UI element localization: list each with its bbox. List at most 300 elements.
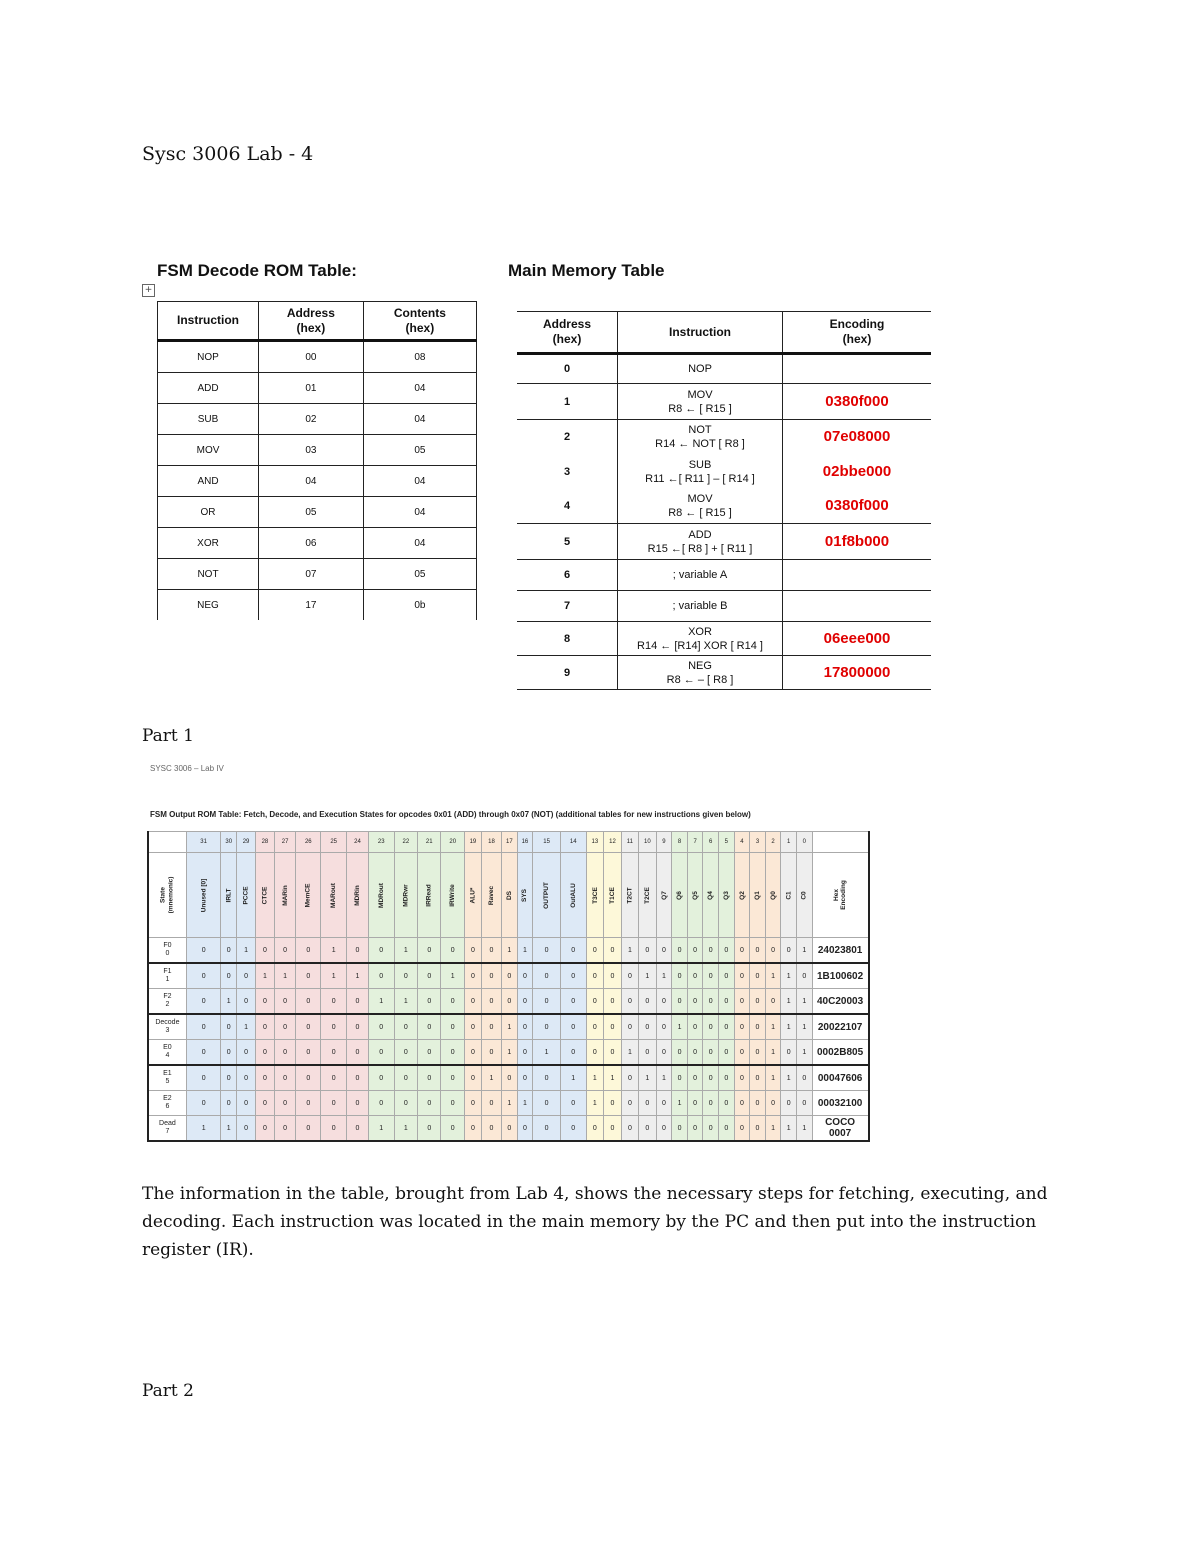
rom-cell: 17	[259, 590, 364, 621]
fsm-bit-cell: 1	[656, 1065, 672, 1091]
fsm-bit-cell: 0	[441, 1040, 465, 1066]
fsm-signal-name: ALU*	[464, 853, 481, 938]
fsm-bit-cell: 0	[221, 1014, 237, 1040]
fsm-signal-name: Q7	[656, 853, 672, 938]
rom-cell: 05	[363, 559, 476, 590]
fsm-bit-cell: 0	[347, 1065, 369, 1091]
fsm-state-row	[148, 938, 869, 964]
rom-cell: 04	[259, 466, 364, 497]
fsm-bit-cell: 0	[296, 989, 321, 1015]
fsm-signal-name: T2CE	[639, 853, 657, 938]
fsm-bit-number: 27	[274, 832, 296, 853]
fsm-bit-number: 2	[765, 832, 781, 853]
memory-address-cell: 9	[517, 656, 618, 690]
fsm-bit-cell: 0	[586, 989, 604, 1015]
fsm-bit-cell: 0	[719, 989, 735, 1015]
fsm-bit-cell: 0	[347, 1014, 369, 1040]
fsm-signal-name: T3CE	[586, 853, 604, 938]
fsm-bit-cell: 0	[687, 938, 703, 964]
memory-address-cell: 2	[563, 430, 571, 443]
fsm-bit-cell: 1	[186, 1116, 221, 1142]
memory-instruction-cell: NEG R8 ← – [ R8 ]	[618, 656, 783, 690]
fsm-bit-cell: 0	[734, 938, 750, 964]
fsm-bit-cell: 0	[656, 1116, 672, 1142]
fsm-bit-cell: 0	[750, 1014, 766, 1040]
fsm-bit-number: 8	[672, 832, 688, 853]
fsm-bit-number: 0	[796, 832, 812, 853]
fsm-hex-header: Hex Encoding	[812, 853, 869, 938]
fsm-bit-cell: 0	[502, 1065, 518, 1091]
fsm-bit-cell: 0	[734, 989, 750, 1015]
rom-row	[158, 590, 477, 621]
fsm-bit-cell: 0	[481, 989, 501, 1015]
fsm-bit-cell: 0	[481, 1040, 501, 1066]
fsm-bit-cell: 0	[560, 938, 586, 964]
rom-row	[158, 528, 477, 559]
fsm-bit-cell: 1	[394, 989, 417, 1015]
fsm-bit-cell: 0	[560, 1014, 586, 1040]
fsm-bit-cell: 1	[781, 1116, 797, 1142]
memory-row	[517, 524, 931, 560]
fsm-bit-cell: 0	[186, 989, 221, 1015]
fsm-state-row	[148, 963, 869, 989]
fsm-bit-cell: 0	[750, 989, 766, 1015]
fsm-bit-cell: 0	[687, 1065, 703, 1091]
fsm-bit-cell: 1	[394, 1116, 417, 1142]
fsm-bit-cell: 0	[604, 1116, 622, 1142]
fsm-bit-cell: 1	[796, 989, 812, 1015]
rom-row	[158, 435, 477, 466]
fsm-bit-cell: 0	[687, 1116, 703, 1142]
fsm-bit-cell: 0	[734, 1040, 750, 1066]
memory-address-cell: 4	[517, 490, 618, 524]
fsm-bit-cell: 1	[765, 963, 781, 989]
fsm-bit-cell: 1	[502, 1040, 518, 1066]
fsm-signal-name: MDRin	[347, 853, 369, 938]
fsm-bit-cell: 1	[796, 938, 812, 964]
rom-cell: AND	[158, 466, 259, 497]
fsm-bit-cell: 0	[719, 1014, 735, 1040]
fsm-bit-number: 28	[256, 832, 275, 853]
fsm-bit-cell: 1	[781, 1014, 797, 1040]
fsm-state-header: State (mnemonic)	[148, 853, 186, 938]
fsm-bit-cell: 0	[734, 1091, 750, 1116]
fsm-bit-cell: 0	[296, 1116, 321, 1142]
fsm-bit-cell: 1	[621, 938, 638, 964]
fsm-bit-cell: 0	[703, 1040, 719, 1066]
fsm-bit-cell: 0	[719, 1040, 735, 1066]
fsm-bit-cell: 1	[672, 1091, 688, 1116]
fsm-bit-cell: 0	[586, 938, 604, 964]
fsm-bit-cell: 0	[765, 989, 781, 1015]
fsm-bit-number: 18	[481, 832, 501, 853]
fsm-bit-cell: 0	[464, 1091, 481, 1116]
part2-label: Part 2	[142, 1381, 194, 1401]
fsm-corner-cell	[812, 832, 869, 853]
fsm-state-cell: E0 4	[148, 1040, 186, 1066]
fsm-bit-cell: 0	[719, 963, 735, 989]
fsm-bit-cell: 0	[750, 938, 766, 964]
fsm-bit-cell: 1	[765, 1040, 781, 1066]
fsm-bit-cell: 0	[604, 1014, 622, 1040]
fsm-bit-number: 20	[441, 832, 465, 853]
fsm-bit-cell: 0	[347, 1116, 369, 1142]
fsm-bit-cell: 0	[418, 989, 441, 1015]
fsm-bit-cell: 0	[221, 1065, 237, 1091]
rom-cell: SUB	[158, 404, 259, 435]
fsm-signal-name: DS	[502, 853, 518, 938]
fsm-bit-cell: 0	[781, 938, 797, 964]
fsm-bit-number: 12	[604, 832, 622, 853]
fsm-hex-cell: 00032100	[812, 1091, 869, 1116]
memory-instruction-cell: NOP	[618, 354, 783, 384]
fsm-bit-cell: 0	[502, 963, 518, 989]
fsm-bit-cell: 0	[604, 1040, 622, 1066]
rom-cell: 02	[259, 404, 364, 435]
fsm-bit-cell: 0	[394, 963, 417, 989]
fsm-bit-cell: 0	[368, 1065, 394, 1091]
fsm-hex-cell: 40C20003	[812, 989, 869, 1015]
fsm-bit-cell: 0	[687, 989, 703, 1015]
caption-paragraph: The information in the table, brought from Lab 4, shows the necessary steps for fetching, executing, and decoding. Each instruction was located in the main memory by the PC and then put into the instruction register (IR).	[142, 1184, 1048, 1260]
fsm-bit-cell: 0	[221, 938, 237, 964]
fsm-bit-cell: 0	[517, 989, 533, 1015]
fsm-bit-cell: 0	[321, 1014, 347, 1040]
fsm-bit-cell: 0	[237, 1065, 256, 1091]
rom-cell: 04	[363, 373, 476, 404]
fsm-bit-cell: 0	[418, 1091, 441, 1116]
fsm-state-cell: F2 2	[148, 989, 186, 1015]
rom-cell: 00	[259, 341, 364, 373]
memory-encoding-cell	[783, 354, 932, 384]
rom-row	[158, 341, 477, 373]
fsm-bit-cell: 0	[734, 1116, 750, 1142]
fsm-bit-cell: 1	[368, 989, 394, 1015]
rom-cell: 08	[363, 341, 476, 373]
rom-header-cell: Address (hex)	[259, 302, 364, 341]
fsm-bit-cell: 0	[481, 938, 501, 964]
memory-instruction-cell: MOV R8 ← [ R15 ]	[618, 384, 783, 420]
fsm-bit-cell: 0	[687, 1040, 703, 1066]
decode-rom-heading: FSM Decode ROM Table:	[157, 261, 357, 280]
fsm-bit-number: 24	[347, 832, 369, 853]
fsm-bit-cell: 0	[604, 989, 622, 1015]
fsm-bit-cell: 1	[781, 989, 797, 1015]
fsm-bit-cell: 1	[639, 1065, 657, 1091]
memory-address-cell: 6	[517, 560, 618, 591]
fsm-bit-cell: 0	[394, 1091, 417, 1116]
memory-encoding-cell: 0380f000	[783, 384, 932, 420]
fsm-bit-cell: 0	[418, 1065, 441, 1091]
fsm-bit-cell: 0	[703, 938, 719, 964]
fsm-bit-cell: 1	[321, 963, 347, 989]
fsm-bit-cell: 0	[639, 1040, 657, 1066]
memory-address-cell: 1	[517, 384, 618, 420]
fsm-bit-cell: 0	[368, 1091, 394, 1116]
memory-instruction-cell: NOT R14 ← NOT [ R8 ]	[618, 420, 783, 454]
fsm-bit-number: 1	[781, 832, 797, 853]
fsm-bit-cell: 0	[517, 1014, 533, 1040]
fsm-bit-cell: 0	[639, 938, 657, 964]
fsm-bit-cell: 0	[186, 963, 221, 989]
fsm-bit-cell: 0	[621, 989, 638, 1015]
fsm-bit-cell: 0	[734, 1014, 750, 1040]
fsm-bit-cell: 0	[750, 963, 766, 989]
fsm-bit-number-row	[148, 832, 869, 853]
fsm-state-cell: F0 0	[148, 938, 186, 964]
fsm-bit-cell: 0	[533, 989, 561, 1015]
fsm-bit-cell: 1	[621, 1040, 638, 1066]
memory-encoding-cell: 02bbe000	[783, 454, 932, 490]
fsm-bit-cell: 1	[394, 938, 417, 964]
fsm-bit-cell: 0	[368, 963, 394, 989]
fsm-state-cell: Dead 7	[148, 1116, 186, 1142]
fsm-bit-cell: 0	[750, 1091, 766, 1116]
fsm-hex-cell: 00047606	[812, 1065, 869, 1091]
fsm-bit-cell: 0	[621, 1116, 638, 1142]
fsm-bit-cell: 0	[517, 1065, 533, 1091]
fsm-signal-name: OUTPUT	[533, 853, 561, 938]
fsm-signal-name: Q5	[687, 853, 703, 938]
fsm-bit-cell: 0	[560, 1091, 586, 1116]
fsm-hex-cell: 24023801	[812, 938, 869, 964]
fsm-state-cell: Decode 3	[148, 1014, 186, 1040]
fsm-bit-cell: 1	[517, 938, 533, 964]
fsm-bit-cell: 0	[672, 989, 688, 1015]
fsm-bit-cell: 0	[604, 938, 622, 964]
fsm-bit-cell: 0	[256, 1040, 275, 1066]
fsm-bit-cell: 1	[533, 1040, 561, 1066]
fsm-bit-cell: 0	[621, 963, 638, 989]
rom-cell: ADD	[158, 373, 259, 404]
fsm-bit-cell: 1	[604, 1065, 622, 1091]
fsm-bit-cell: 0	[481, 1091, 501, 1116]
fsm-bit-cell: 0	[186, 1014, 221, 1040]
fsm-signal-name: T1CE	[604, 853, 622, 938]
fsm-bit-cell: 0	[347, 1091, 369, 1116]
fsm-signal-name: MDRout	[368, 853, 394, 938]
memory-instruction-cell: MOV R8 ← [ R15 ]	[618, 490, 783, 524]
fsm-bit-cell: 1	[586, 1065, 604, 1091]
fsm-bit-number: 4	[734, 832, 750, 853]
fsm-bit-cell: 0	[672, 1040, 688, 1066]
fsm-bit-cell: 1	[656, 963, 672, 989]
part1-label: Part 1	[142, 726, 194, 746]
fsm-state-cell: F1 1	[148, 963, 186, 989]
fsm-bit-cell: 0	[481, 1014, 501, 1040]
rom-header-cell: Instruction	[158, 302, 259, 341]
fsm-bit-cell: 0	[347, 938, 369, 964]
fsm-bit-cell: 0	[221, 1040, 237, 1066]
fsm-bit-number: 31	[186, 832, 221, 853]
fsm-bit-cell: 1	[274, 963, 296, 989]
fsm-bit-cell: 0	[796, 1091, 812, 1116]
fsm-bit-cell: 0	[256, 1065, 275, 1091]
memory-instruction-cell: ; variable A	[618, 560, 783, 591]
fsm-bit-number: 23	[368, 832, 394, 853]
fsm-bit-cell: 0	[533, 963, 561, 989]
fsm-bit-cell: 0	[418, 1040, 441, 1066]
fsm-bit-cell: 0	[256, 1014, 275, 1040]
fsm-bit-cell: 0	[502, 989, 518, 1015]
fsm-bit-cell: 0	[256, 1091, 275, 1116]
rom-cell: NOT	[158, 559, 259, 590]
fsm-bit-number: 7	[687, 832, 703, 853]
fsm-bit-cell: 0	[656, 1040, 672, 1066]
fsm-bit-cell: 1	[765, 1065, 781, 1091]
fsm-signal-name: PCCE	[237, 853, 256, 938]
fsm-bit-cell: 0	[621, 1065, 638, 1091]
fsm-bit-cell: 0	[703, 963, 719, 989]
fsm-bit-cell: 0	[464, 1040, 481, 1066]
memory-row	[517, 560, 931, 591]
fsm-bit-cell: 0	[274, 1014, 296, 1040]
fsm-bit-cell: 0	[750, 1040, 766, 1066]
decode-rom-table	[157, 301, 477, 620]
fsm-bit-cell: 0	[586, 963, 604, 989]
fsm-bit-cell: 1	[796, 1040, 812, 1066]
fsm-signal-name: Q3	[719, 853, 735, 938]
fsm-bit-cell: 0	[533, 1014, 561, 1040]
fsm-bit-cell: 1	[765, 1014, 781, 1040]
memory-encoding-cell: 17800000	[783, 656, 932, 690]
fsm-bit-cell: 0	[368, 938, 394, 964]
fsm-hex-cell: 20022107	[812, 1014, 869, 1040]
fsm-bit-cell: 0	[656, 989, 672, 1015]
fsm-bit-cell: 0	[274, 938, 296, 964]
fsm-bit-cell: 0	[517, 1040, 533, 1066]
fsm-bit-number: 9	[656, 832, 672, 853]
fsm-bit-cell: 0	[586, 1116, 604, 1142]
fsm-bit-cell: 0	[604, 1091, 622, 1116]
fsm-signal-name: Ravec	[481, 853, 501, 938]
rom-row	[158, 404, 477, 435]
fsm-bit-cell: 1	[781, 963, 797, 989]
fsm-signal-name: MARout	[321, 853, 347, 938]
fsm-bit-cell: 0	[639, 1014, 657, 1040]
fsm-signal-name: Q4	[703, 853, 719, 938]
fsm-bit-cell: 0	[586, 1014, 604, 1040]
fsm-corner-cell	[148, 832, 186, 853]
fsm-signal-name: Unused [0]	[186, 853, 221, 938]
fsm-bit-cell: 0	[656, 1014, 672, 1040]
fsm-bit-cell: 0	[719, 1065, 735, 1091]
fsm-bit-cell: 0	[186, 1065, 221, 1091]
fsm-bit-cell: 0	[586, 1040, 604, 1066]
rom-cell: XOR	[158, 528, 259, 559]
fsm-bit-cell: 0	[237, 1116, 256, 1142]
fsm-bit-cell: 0	[321, 1091, 347, 1116]
memory-row	[517, 354, 931, 384]
fsm-state-row	[148, 1014, 869, 1040]
memory-row	[517, 384, 931, 420]
fsm-bit-number: 11	[621, 832, 638, 853]
fsm-signal-name: Q0	[765, 853, 781, 938]
fsm-state-row	[148, 1116, 869, 1142]
table-move-handle-icon[interactable]: +	[142, 284, 155, 297]
fsm-hex-cell: COCO 0007	[812, 1116, 869, 1142]
fsm-bit-cell: 0	[186, 1091, 221, 1116]
fsm-bit-cell: 0	[656, 938, 672, 964]
fsm-signal-name: Q2	[734, 853, 750, 938]
fsm-bit-cell: 0	[464, 989, 481, 1015]
fsm-bit-cell: 0	[672, 1065, 688, 1091]
fsm-signal-name: IRRead	[418, 853, 441, 938]
fsm-bit-cell: 0	[750, 1065, 766, 1091]
fsm-bit-cell: 0	[221, 1091, 237, 1116]
document-title: Sysc 3006 Lab - 4	[142, 143, 314, 165]
fsm-bit-cell: 1	[502, 1014, 518, 1040]
fsm-bit-cell: 0	[464, 1014, 481, 1040]
fsm-bit-cell: 0	[703, 1091, 719, 1116]
fsm-bit-cell: 0	[672, 963, 688, 989]
fsm-bit-number: 22	[394, 832, 417, 853]
rom-cell: 05	[363, 435, 476, 466]
fsm-bit-cell: 0	[796, 963, 812, 989]
fsm-bit-cell: 0	[321, 1065, 347, 1091]
memory-header-cell: Address (hex)	[517, 312, 618, 354]
fsm-bit-cell: 1	[796, 1014, 812, 1040]
fsm-bit-cell: 0	[274, 989, 296, 1015]
rom-cell: 05	[259, 497, 364, 528]
fsm-bit-cell: 0	[464, 1116, 481, 1142]
fsm-signal-header-row	[148, 853, 869, 938]
fsm-bit-cell: 0	[321, 1116, 347, 1142]
fsm-bit-cell: 0	[418, 1014, 441, 1040]
memory-encoding-cell: 0380f000	[783, 490, 932, 524]
rom-cell: 04	[363, 528, 476, 559]
fsm-bit-cell: 0	[734, 1065, 750, 1091]
fsm-bit-cell: 0	[441, 1065, 465, 1091]
fsm-bit-cell: 1	[237, 1014, 256, 1040]
fsm-bit-cell: 0	[560, 963, 586, 989]
fsm-table-meta: SYSC 3006 – Lab IV	[150, 764, 224, 773]
fsm-bit-cell: 1	[237, 938, 256, 964]
fsm-bit-cell: 0	[639, 989, 657, 1015]
rom-row	[158, 466, 477, 497]
fsm-bit-number: 25	[321, 832, 347, 853]
rom-cell: 06	[259, 528, 364, 559]
fsm-state-cell: E2 6	[148, 1091, 186, 1116]
memory-address-cell: 7	[517, 591, 618, 622]
fsm-bit-cell: 0	[517, 963, 533, 989]
fsm-bit-cell: 0	[672, 938, 688, 964]
fsm-bit-number: 10	[639, 832, 657, 853]
rom-header-cell: Contents (hex)	[363, 302, 476, 341]
rom-cell: 04	[363, 466, 476, 497]
fsm-bit-cell: 0	[394, 1065, 417, 1091]
fsm-bit-number: 21	[418, 832, 441, 853]
fsm-bit-cell: 1	[560, 1065, 586, 1091]
fsm-signal-name: CTCE	[256, 853, 275, 938]
rom-cell: NOP	[158, 341, 259, 373]
fsm-bit-cell: 0	[604, 963, 622, 989]
fsm-state-row	[148, 989, 869, 1015]
fsm-bit-cell: 0	[703, 1116, 719, 1142]
rom-cell: MOV	[158, 435, 259, 466]
fsm-bit-cell: 0	[481, 963, 501, 989]
fsm-bit-cell: 0	[672, 1116, 688, 1142]
fsm-state-row	[148, 1065, 869, 1091]
fsm-bit-cell: 0	[418, 963, 441, 989]
fsm-bit-number: 14	[560, 832, 586, 853]
fsm-bit-cell: 0	[221, 963, 237, 989]
main-memory-heading: Main Memory Table	[508, 261, 665, 280]
fsm-signal-name: C1	[781, 853, 797, 938]
fsm-bit-number: 26	[296, 832, 321, 853]
fsm-bit-cell: 0	[296, 1040, 321, 1066]
fsm-bit-cell: 1	[672, 1014, 688, 1040]
